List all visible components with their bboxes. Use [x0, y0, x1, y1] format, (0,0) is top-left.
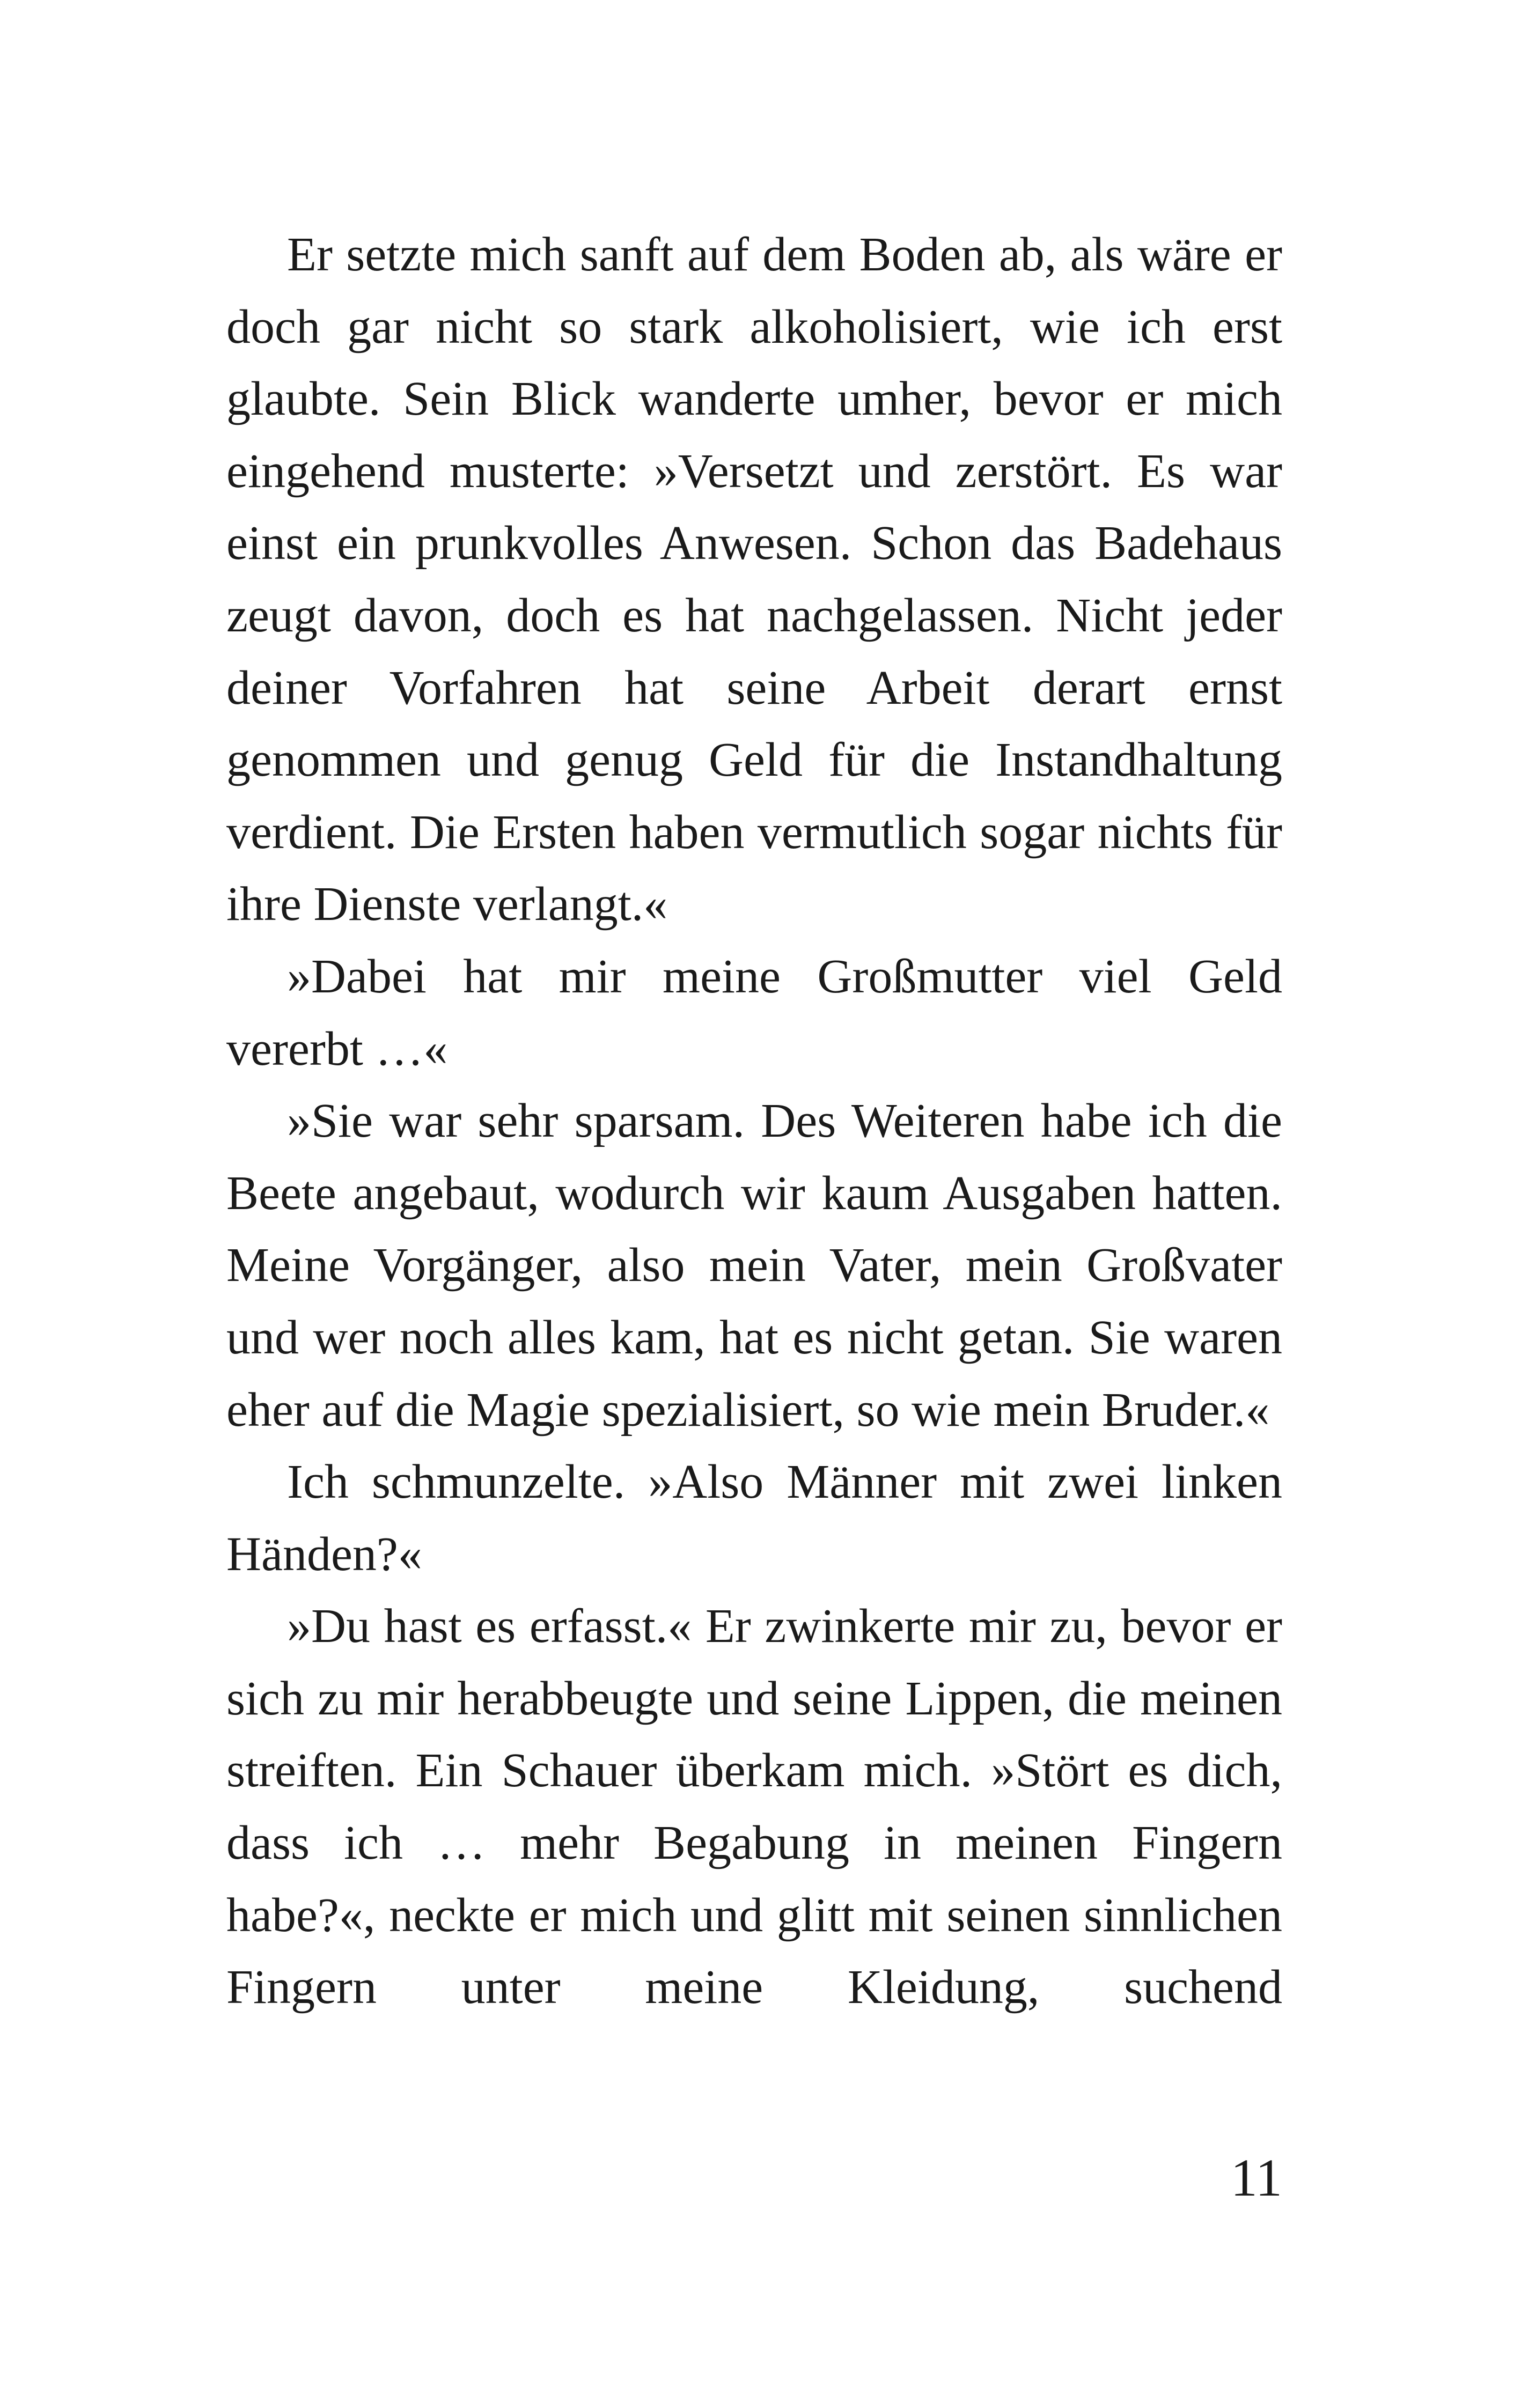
paragraph-2: »Dabei hat mir meine Großmutter viel Geld vererbt …«: [226, 949, 1282, 1076]
paragraph-1: Er setzte mich sanft auf dem Boden ab, als wäre er doch gar nicht so stark alkoholisiert, wie ich erst glaubte. Sein Blick wanderte umher, bevor er mich eingehend musterte: »Versetzt und zerstört. Es war einst ein prunkvolles Anwesen. Schon das Badehaus zeugt davon, doch es hat nachgelassen. Nicht jeder deiner Vorfahren hat seine Arbeit derart ernst genommen und genug Geld für die Instandhaltung verdient. Die Ersten haben vermutlich sogar nichts für ihre Dienste verlangt.«: [226, 228, 1282, 931]
paragraph-3: »Sie war sehr sparsam. Des Weiteren habe ich die Beete angebaut, wodurch wir kaum Ausgaben hatten. Meine Vorgänger, also mein Vater, mein Großvater und wer noch alles kam, hat es nicht getan. Sie waren eher auf die Magie spezialisiert, so wie mein Bruder.«: [226, 1094, 1282, 1437]
paragraph-4: Ich schmunzelte. »Also Männer mit zwei linken Händen?«: [226, 1455, 1282, 1581]
body-text: [226, 219, 1282, 2024]
paragraph-5: »Du hast es erfasst.« Er zwinkerte mir zu, bevor er sich zu mir herabbeugte und seine Lippen, die meinen streiften. Ein Schauer überkam mich. »Stört es dich, dass ich … mehr Begabung in meinen Fingern habe?«, neckte er mich und glitt mit seinen sinnlichen Fingern unter meine Kleidung, suchend: [226, 1600, 1282, 2014]
page-number: 11: [1230, 2148, 1282, 2207]
